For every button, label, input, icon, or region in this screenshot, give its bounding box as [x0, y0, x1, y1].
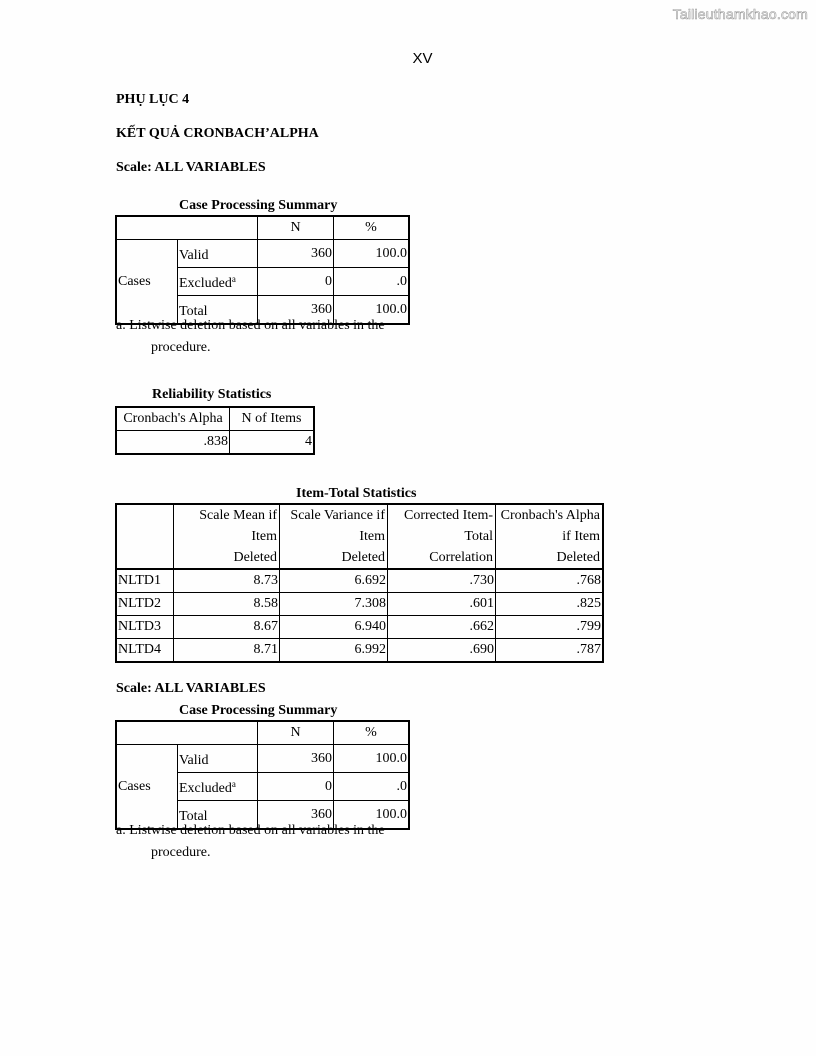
row-pct: .0 — [334, 268, 410, 296]
row-n: 360 — [258, 745, 334, 773]
watermark: Tailieuthamkhao.com — [672, 6, 808, 22]
item-correlation: .601 — [388, 593, 496, 616]
footnote-2: a. Listwise deletion based on all variables in the procedure. — [116, 823, 385, 860]
cases-label: Cases — [116, 745, 178, 830]
appendix-title: PHỤ LỤC 4 — [116, 92, 190, 107]
row-pct: 100.0 — [334, 296, 410, 325]
item-correlation: .662 — [388, 616, 496, 639]
reliability-table — [115, 406, 315, 455]
item-variance: 6.692 — [280, 569, 388, 593]
item-mean: 8.71 — [174, 639, 280, 663]
reliability-caption: Reliability Statistics — [152, 387, 272, 402]
item-name: NLTD3 — [116, 616, 174, 639]
item-alpha: .825 — [496, 593, 604, 616]
case-summary-caption-2: Case Processing Summary — [179, 703, 338, 718]
item-variance: 7.308 — [280, 593, 388, 616]
item-variance: 6.940 — [280, 616, 388, 639]
item-name: NLTD2 — [116, 593, 174, 616]
item-variance: 6.992 — [280, 639, 388, 663]
header-scale-variance: Scale Variance if Item Deleted — [280, 504, 388, 569]
header-n: N — [258, 216, 334, 240]
header-n: N — [258, 721, 334, 745]
cases-label: Cases — [116, 240, 178, 325]
items-value: 4 — [230, 431, 315, 455]
header-cronbach-alpha: Cronbach's Alpha — [116, 407, 230, 431]
case-summary-caption-1: Case Processing Summary — [179, 198, 338, 213]
case-summary-table-1 — [115, 215, 410, 325]
item-mean: 8.58 — [174, 593, 280, 616]
header-pct: % — [334, 216, 410, 240]
footnote-1: a. Listwise deletion based on all variables in the procedure. — [116, 318, 385, 355]
row-n: 0 — [258, 773, 334, 801]
header-pct: % — [334, 721, 410, 745]
header-scale-mean: Scale Mean if Item Deleted — [174, 504, 280, 569]
row-pct: 100.0 — [334, 745, 410, 773]
item-mean: 8.67 — [174, 616, 280, 639]
row-pct: .0 — [334, 773, 410, 801]
item-total-table — [115, 503, 604, 663]
row-label: Total — [178, 296, 258, 325]
header-blank — [116, 504, 174, 569]
alpha-value: .838 — [116, 431, 230, 455]
scale-heading-1: Scale: ALL VARIABLES — [116, 160, 266, 175]
row-label: Valid — [178, 745, 258, 773]
row-label: Total — [178, 801, 258, 830]
row-n: 360 — [258, 296, 334, 325]
row-pct: 100.0 — [334, 240, 410, 268]
row-label: Excluded$^a$ — [178, 773, 258, 801]
header-corrected-correlation: Corrected Item- Total Correlation — [388, 504, 496, 569]
item-alpha: .768 — [496, 569, 604, 593]
item-correlation: .730 — [388, 569, 496, 593]
row-n: 360 — [258, 801, 334, 830]
row-n: 360 — [258, 240, 334, 268]
item-alpha: .799 — [496, 616, 604, 639]
header-blank — [116, 721, 258, 745]
case-summary-table-2 — [115, 720, 410, 830]
row-pct: 100.0 — [334, 801, 410, 830]
row-label: Excluded$^a$ — [178, 268, 258, 296]
row-label: Valid — [178, 240, 258, 268]
header-n-of-items: N of Items — [230, 407, 315, 431]
row-n: 0 — [258, 268, 334, 296]
page-number: XV — [412, 50, 433, 67]
item-mean: 8.73 — [174, 569, 280, 593]
item-alpha: .787 — [496, 639, 604, 663]
item-name: NLTD1 — [116, 569, 174, 593]
scale-heading-2: Scale: ALL VARIABLES — [116, 681, 266, 696]
section-title: KẾT QUẢ CRONBACH’ALPHA — [116, 126, 319, 141]
header-blank — [116, 216, 258, 240]
item-correlation: .690 — [388, 639, 496, 663]
header-alpha-if-deleted: Cronbach's Alpha if Item Deleted — [496, 504, 604, 569]
item-name: NLTD4 — [116, 639, 174, 663]
item-total-caption: Item-Total Statistics — [296, 486, 417, 501]
